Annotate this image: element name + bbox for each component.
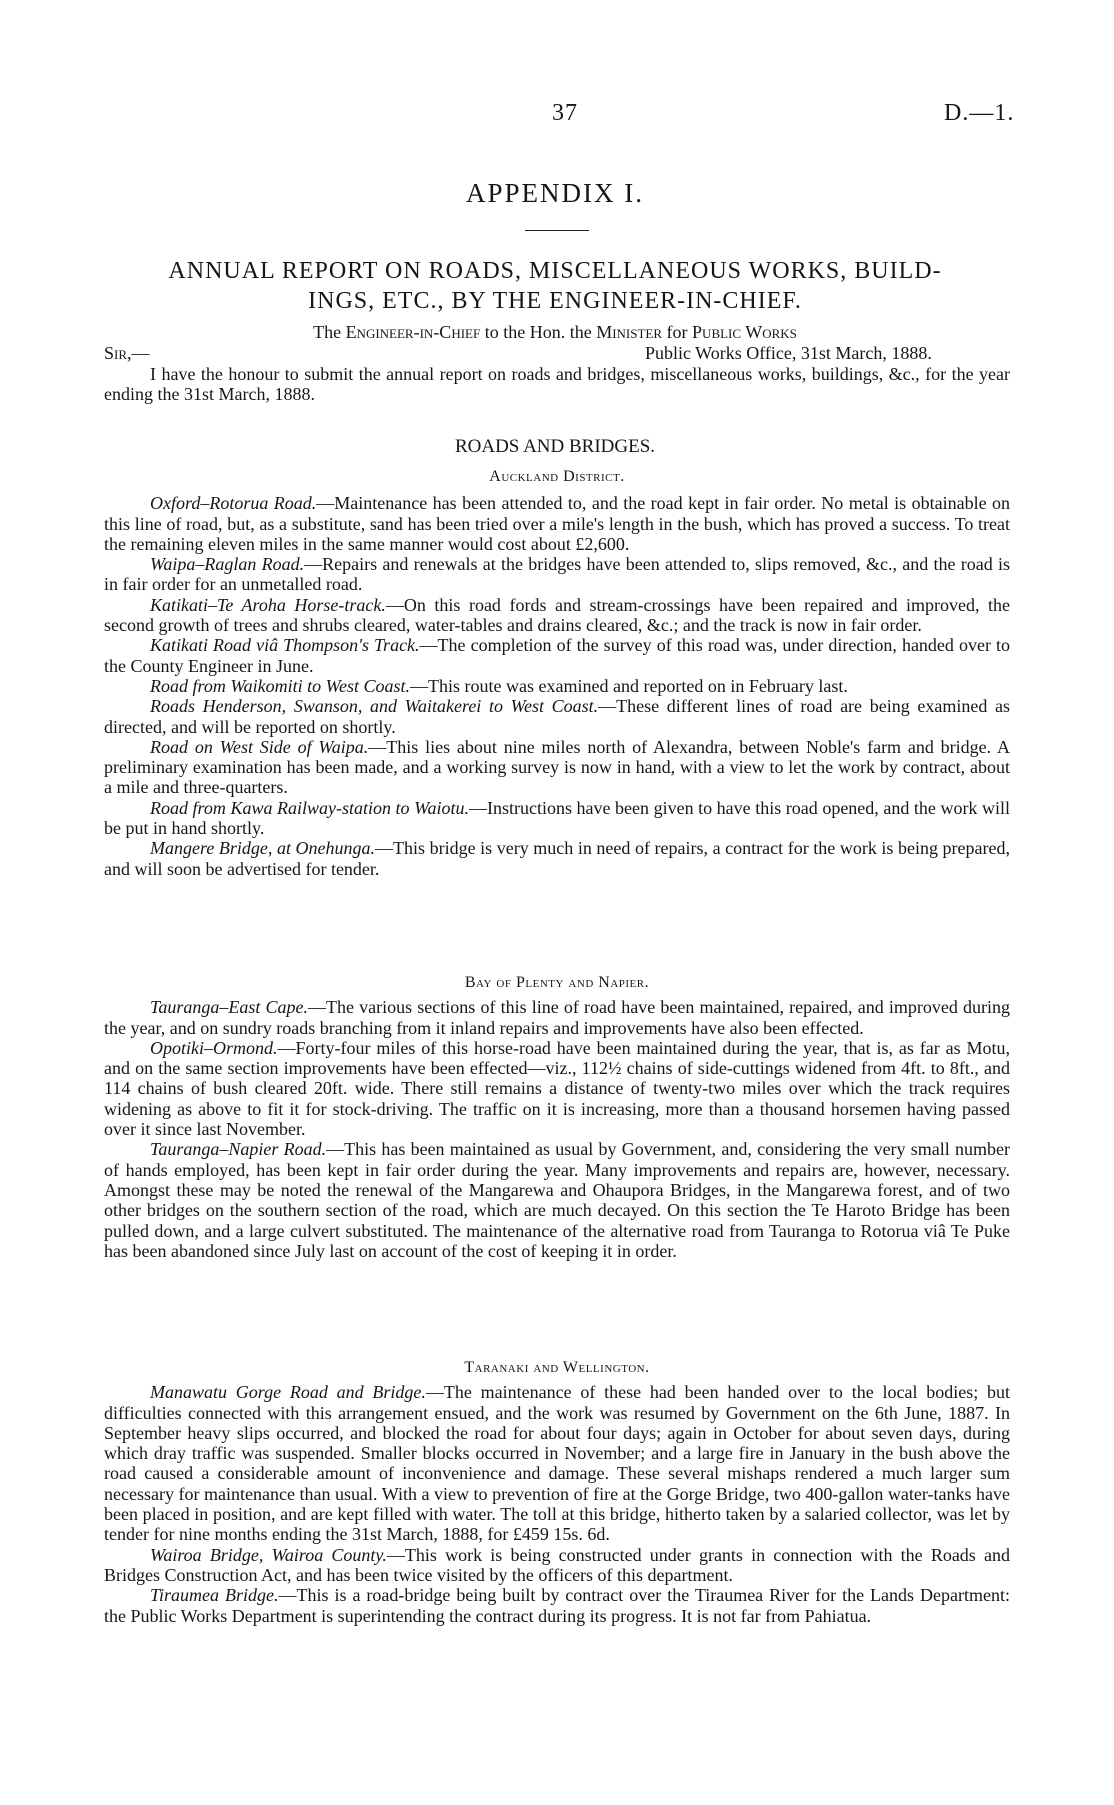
addr-minister: Minister bbox=[596, 322, 663, 342]
addressing-line bbox=[100, 322, 1010, 343]
item-text: —This is a road-bridge being built by contract over the Tiraumea River for the Lands Department: the Public Works Department is superintending the contract during its progress. It is not far from Pahiatua. bbox=[104, 1585, 1010, 1626]
appendix-heading: APPENDIX I. bbox=[465, 178, 644, 208]
paragraph bbox=[104, 1545, 1010, 1586]
paragraph bbox=[104, 554, 1010, 595]
page-number: 37 bbox=[552, 100, 578, 126]
subheading-auckland: Auckland District. bbox=[489, 468, 625, 485]
item-title: Tauranga–East Cape. bbox=[150, 997, 309, 1018]
addr-for: for bbox=[666, 322, 688, 342]
item-text: —This lies about nine miles north of Alexandra, between Noble's farm and bridge. A preliminary examination has been made, and a working survey is now in hand, with a view to let the work by contract, about a mile and three-quarters. bbox=[104, 736, 1010, 798]
item-text: —The maintenance of these had been handed over to the local bodies; but difficulties connected with this arrangement ensued, and the work was resumed by Government on the 6th June, 1887. In September heavy slips occurred, and blocked the road for about four days; again in October for about seven days, during which dray traffic was suspended. Smaller blocks occurred in November; and a large fire in January in the bush above the road caused a considerable amount of inconvenience and damage. These several mishaps rendered a much larger sum necessary for maintenance than usual. With a view to prevention of fire at the Gorge Bridge, two 400-gallon water-tanks have been placed in position, and are kept filled with water. The toll at this bridge, hitherto taken by a salaried collector, was let by tender for nine months ending the 31st March, 1888, for £459 15s. 6d. bbox=[104, 1382, 1010, 1545]
item-text: —The various sections of this line of road have been maintained, repaired, and improved during the year, and on sundry roads branching from it inland repairs and improvements have also been effected. bbox=[104, 997, 1010, 1038]
item-title: Tauranga–Napier Road. bbox=[150, 1139, 327, 1160]
item-text: —Forty-four miles of this horse-road have been maintained during the year, that is, as far as Motu, and on the same section improvements have been effected—viz., 112½ chains of side-cuttings widened from 4ft. to 8ft., and 114 chains of bush cleared 20ft. wide. There still remains a distance of twenty-two miles over which the track requires widening as above to fit it for stock-driving. The traffic on it is increasing, more than a thousand horsemen having passed over it since last November. bbox=[104, 1037, 1010, 1140]
salutation: Sir,— bbox=[104, 343, 150, 363]
paragraph bbox=[104, 635, 1010, 676]
subheading-taranaki: Taranaki and Wellington. bbox=[464, 1359, 650, 1376]
paragraph bbox=[104, 1038, 1010, 1139]
item-title: Waipa–Raglan Road. bbox=[150, 554, 305, 575]
addr-the: The bbox=[313, 322, 342, 342]
item-title: Manawatu Gorge Road and Bridge. bbox=[150, 1382, 426, 1403]
item-title: Katikati Road viâ Thompson's Track. bbox=[150, 635, 420, 656]
paragraph bbox=[104, 493, 1010, 554]
item-text: —The completion of the survey of this road was, under direction, handed over to the County Engineer in June. bbox=[104, 635, 1010, 676]
paragraph bbox=[104, 676, 1010, 696]
paragraph bbox=[104, 1139, 1010, 1261]
item-title: Katikati–Te Aroha Horse-track. bbox=[150, 594, 386, 615]
paragraph bbox=[104, 1382, 1010, 1544]
document-reference: D.—1. bbox=[944, 100, 1015, 126]
addr-dept: Public Works bbox=[692, 322, 797, 342]
office-date: Public Works Office, 31st March, 1888. bbox=[645, 343, 932, 363]
section-taranaki bbox=[104, 1358, 1010, 1626]
item-text: —Instructions have been given to have this road opened, and the work will be put in hand shortly. bbox=[104, 797, 1010, 839]
intro-paragraph bbox=[104, 364, 1010, 405]
paragraph bbox=[104, 1585, 1010, 1626]
item-title: Road from Waikomiti to West Coast. bbox=[150, 675, 411, 696]
paragraph bbox=[104, 595, 1010, 636]
item-text: —This work is being constructed under grants in connection with the Roads and Bridges Construction Act, and has been twice visited by the officers of this department. bbox=[104, 1544, 1010, 1585]
item-text: —On this road fords and stream-crossings have been repaired and improved, the second growth of trees and shrubs cleared, water-tables and drains cleared, &c.; and the track is now in fair order. bbox=[104, 594, 1010, 636]
item-title: Opotiki–Ormond. bbox=[150, 1037, 278, 1058]
heading-rule bbox=[525, 230, 589, 231]
item-title: Oxford–Rotorua Road. bbox=[150, 493, 317, 514]
paragraph bbox=[104, 838, 1010, 879]
item-text: —These different lines of road are being examined as directed, and will be reported on shortly. bbox=[104, 696, 1010, 737]
report-title: ANNUAL REPORT ON ROADS, MISCELLANEOUS WORKS, BUILD- INGS, ETC., BY THE ENGINEER-IN-CHIEF. bbox=[168, 258, 942, 314]
paragraph bbox=[104, 737, 1010, 798]
paragraph bbox=[104, 696, 1010, 737]
section-bay-of-plenty bbox=[104, 973, 1010, 1261]
item-text: —This bridge is very much in need of repairs, a contract for the work is being prepared, and will soon be advertised for tender. bbox=[104, 838, 1010, 879]
intro-text: I have the honour to submit the annual report on roads and bridges, miscellaneous works, buildings, &c., for the year ending the 31st March, 1888. bbox=[104, 364, 1010, 405]
item-title: Wairoa Bridge, Wairoa County. bbox=[150, 1544, 387, 1565]
item-text: —Maintenance has been attended to, and the road kept in fair order. No metal is obtainable on this line of road, but, as a substitute, sand has been tried over a mile's length in the bush, which has proved a success. To treat the remaining eleven miles in the same manner would cost about £2,600. bbox=[104, 493, 1010, 554]
addr-to-the: to the Hon. the bbox=[484, 322, 592, 342]
item-title: Road from Kawa Railway-station to Waiotu. bbox=[150, 797, 469, 818]
item-title: Road on West Side of Waipa. bbox=[150, 736, 369, 757]
item-title: Tiraumea Bridge. bbox=[150, 1585, 279, 1606]
paragraph bbox=[104, 798, 1010, 839]
item-text: —This route was examined and reported on in February last. bbox=[410, 675, 848, 696]
paragraph bbox=[104, 997, 1010, 1038]
section-title: ROADS AND BRIDGES. bbox=[454, 436, 656, 457]
item-text: —Repairs and renewals at the bridges have been attended to, slips removed, &c., and the road is in fair order for an unmetalled road. bbox=[104, 554, 1010, 595]
addr-from: Engineer-in-Chief bbox=[345, 322, 481, 342]
item-text: —This has been maintained as usual by Government, and, considering the very small number of hands employed, has been kept in fair order during the year. Many improvements and repairs are, however, necessary. Amongst these may be noted the renewal of the Mangarewa and Ohaupora Bridges, in the Mangarewa forest, and of two other bridges on the southern section of the road, which are much decayed. On this section the Te Haroto Bridge has been pulled down, and a large culvert substituted. The maintenance of the alternative road from Tauranga to Rotorua viâ Te Puke has been abandoned since July last on account of the cost of keeping it in order. bbox=[104, 1139, 1011, 1261]
item-title: Mangere Bridge, at Onehunga. bbox=[150, 838, 376, 859]
subheading-bay-of-plenty: Bay of Plenty and Napier. bbox=[464, 974, 650, 991]
section-auckland bbox=[104, 467, 1010, 879]
item-title: Roads Henderson, Swanson, and Waitakerei to West Coast. bbox=[150, 696, 599, 717]
